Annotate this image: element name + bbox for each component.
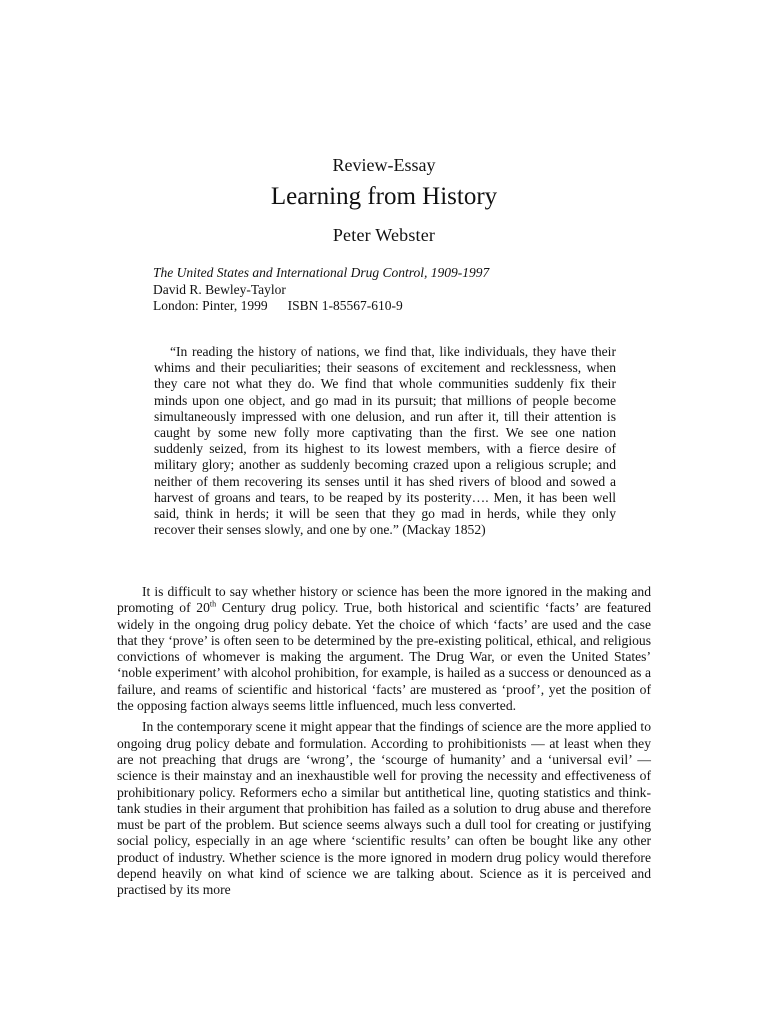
reviewed-book-isbn: ISBN 1-85567-610-9 [287, 298, 403, 313]
reviewed-book-author: David R. Bewley-Taylor [153, 281, 286, 297]
body-paragraph-1-start: It is difficult to say whether history or science has been the more ignored in the making and promoting of 20 [117, 584, 651, 616]
reviewed-book-title: The United States and International Drug Control, 1909-1997 [153, 265, 490, 280]
article-type-label: Review-Essay [332, 155, 436, 175]
publication-line [153, 298, 633, 315]
body-paragraph-1 [117, 584, 651, 714]
epigraph-quote [154, 344, 616, 538]
article-title: Learning from History [270, 183, 498, 210]
essay-body [117, 584, 651, 899]
epigraph-text: “In reading the history of nations, we find that, like individuals, they have their whims and their peculiarities; their seasons of excitement and recklessness, when they care not what they do. We find that whole communities suddenly fix their minds upon one object, and go mad in its pursuit; that millions of people become simultaneously impressed with one delusion, and run after it, till their attention is caught by some new folly more captivating than the first. We see one nation suddenly seized, from its highest to its lowest members, with a fierce desire of military glory; another as suddenly becoming crazed upon a religious scruple; and neither of them recovering its senses until it has shed rivers of blood and sowed a harvest of groans and tears, to be reaped by its posterity…. Men, it has been well said, think in herds; it will be seen that they go mad in herds, while they only recover their senses slowly, and one by one.” (Mackay 1852) [154, 344, 616, 538]
reviewed-book-citation [153, 265, 633, 315]
reviewed-book-publisher: London: Pinter, 1999 [153, 298, 268, 313]
body-paragraph-1-rest: Century drug policy. True, both historical and scientific ‘facts’ are featured widely in the ongoing drug policy debate. Yet the choice of which ‘facts’ are used and the case that they ‘prove’ is often seen to be determined by the pre-existing political, ethical, and religious convictions of whomever is making the argument. The Drug War, or even the United States’ ‘noble experiment’ with alcohol prohibition, for example, is hailed as a success or denounced as a failure, and reams of scientific and historical ‘facts’ are mustered as ‘proof’, yet the position of the opposing faction always seems little influenced, much less converted. [117, 600, 651, 714]
ordinal-superscript: th [209, 599, 217, 609]
body-paragraph-2: In the contemporary scene it might appear that the findings of science are the more applied to ongoing drug policy debate and formulation. According to prohibitionists — at least when they are not preaching that drugs are ‘wrong’, the ‘scourge of humanity’ and a ‘universal evil’ — science is their mainstay and an inexhaustible well for proving the necessity and effectiveness of prohibitionary policy. Reformers echo a similar but antithetical line, quoting statistics and think-tank studies in their argument that prohibition has failed as a solution to drug abuse and therefore must be part of the problem. But science seems always such a dull tool for creating or justifying social policy, especially in an age where ‘scientific results’ can often be bought like any other product of industry. Whether science is the more ignored in modern drug policy would therefore depend heavily on what kind of science we are talking about. Science as it is perceived and practised by its more [117, 719, 651, 898]
article-author: Peter Webster [332, 225, 436, 245]
